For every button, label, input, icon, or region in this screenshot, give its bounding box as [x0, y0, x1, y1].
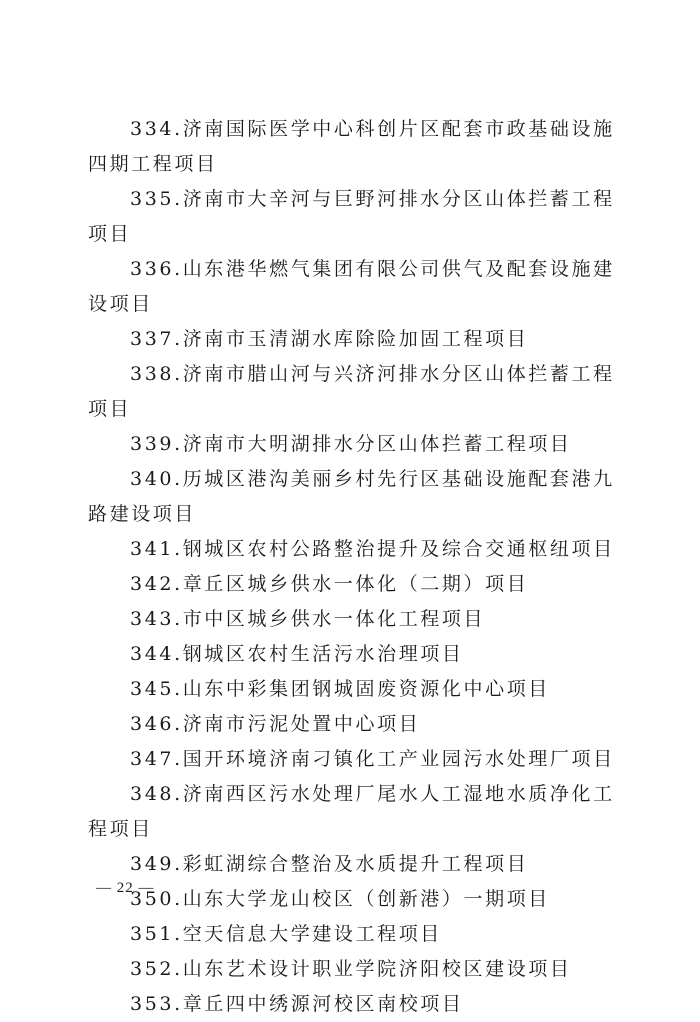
list-item: 340.历城区港沟美丽乡村先行区基础设施配套港九路建设项目	[88, 468, 615, 525]
page-number: — 22 —	[96, 880, 155, 896]
list-item: 336.山东港华燃气集团有限公司供气及配套设施建设项目	[88, 258, 615, 315]
list-item: 335.济南市大辛河与巨野河排水分区山体拦蓄工程项目	[88, 188, 615, 245]
list-item: 350.山东大学龙山校区（创新港）一期项目	[130, 888, 550, 910]
project-list	[88, 112, 618, 1022]
list-item: 344.钢城区农村生活污水治理项目	[130, 643, 464, 665]
list-item: 337.济南市玉清湖水库除险加固工程项目	[130, 328, 529, 350]
list-item: 351.空天信息大学建设工程项目	[130, 923, 442, 945]
list-item: 348.济南西区污水处理厂尾水人工湿地水质净化工程项目	[88, 783, 615, 840]
list-item: 349.彩虹湖综合整治及水质提升工程项目	[130, 853, 529, 875]
list-item: 341.钢城区农村公路整治提升及综合交通枢纽项目	[130, 538, 615, 560]
list-item: 347.国开环境济南刁镇化工产业园污水处理厂项目	[130, 748, 615, 770]
list-item: 353.章丘四中绣源河校区南校项目	[130, 993, 464, 1015]
list-item: 352.山东艺术设计职业学院济阳校区建设项目	[130, 958, 572, 980]
list-item: 334.济南国际医学中心科创片区配套市政基础设施四期工程项目	[88, 118, 615, 175]
list-item: 338.济南市腊山河与兴济河排水分区山体拦蓄工程项目	[88, 363, 615, 420]
list-item: 339.济南市大明湖排水分区山体拦蓄工程项目	[130, 433, 572, 455]
list-item: 342.章丘区城乡供水一体化（二期）项目	[130, 573, 529, 595]
list-item: 345.山东中彩集团钢城固废资源化中心项目	[130, 678, 550, 700]
list-item: 346.济南市污泥处置中心项目	[130, 713, 421, 735]
list-item: 343.市中区城乡供水一体化工程项目	[130, 608, 486, 630]
